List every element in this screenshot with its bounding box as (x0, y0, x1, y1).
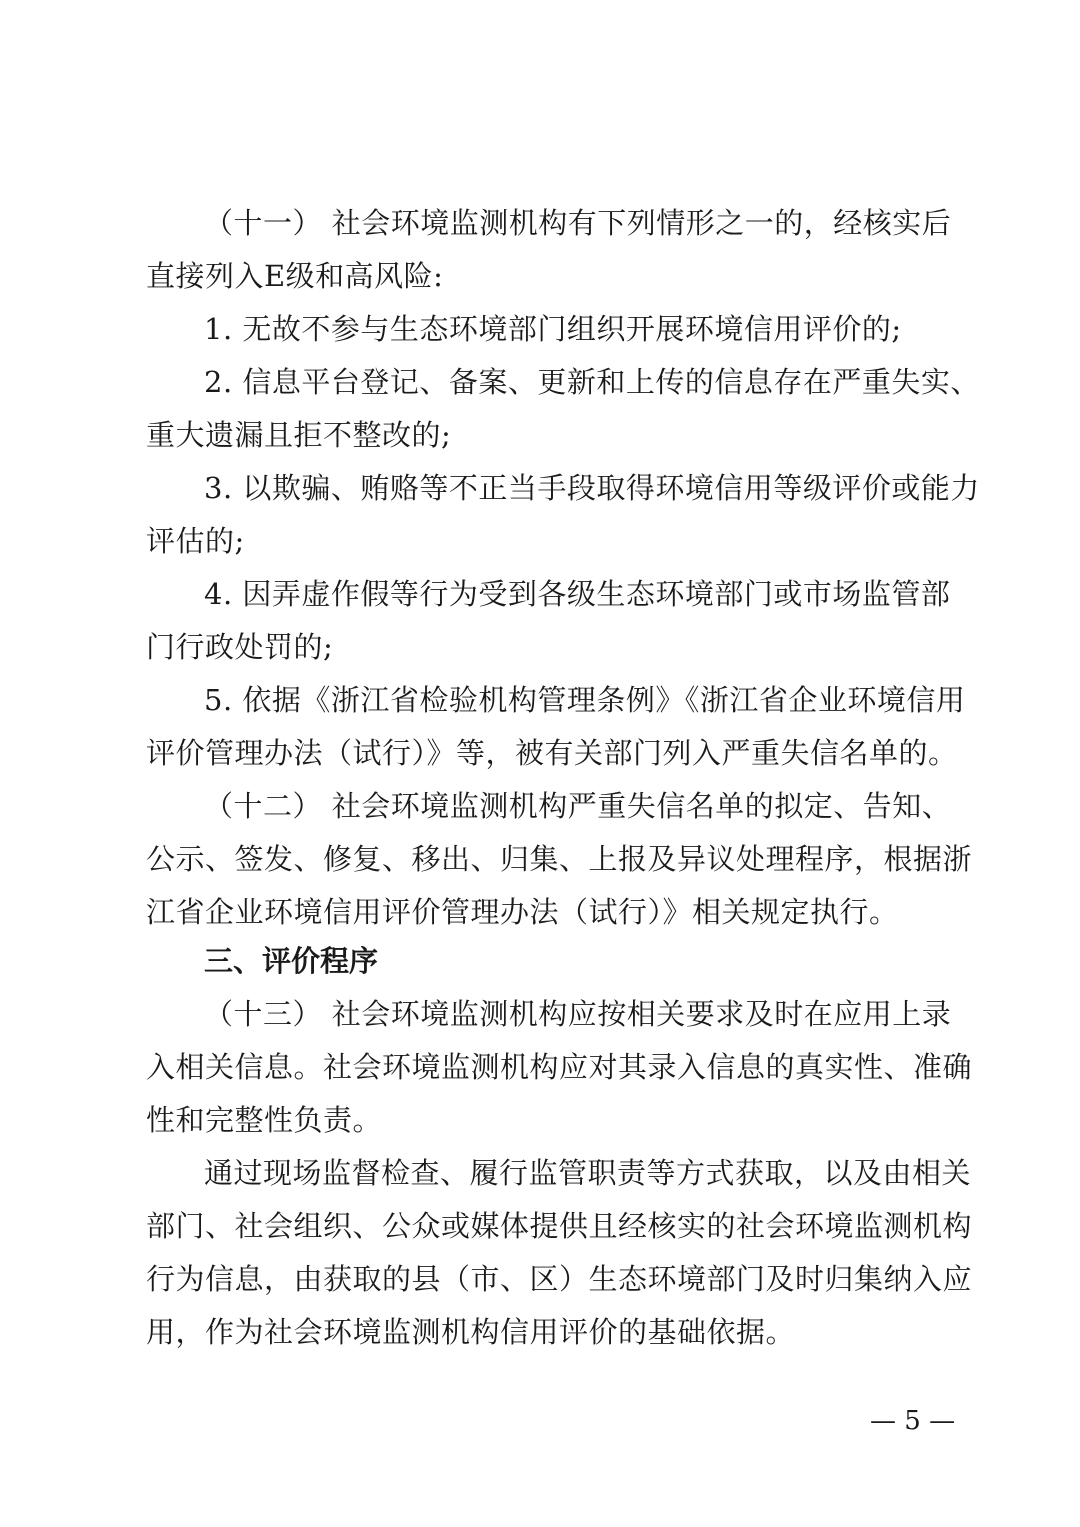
item-2-line-2: 重大遗漏且拒不整改的; (146, 418, 452, 452)
paragraph-13-line-1: （十三） 社会环境监测机构应按相关要求及时在应用上录 (204, 997, 952, 1031)
paragraph-14-line-1: 通过现场监督检查、履行监管职责等方式获取，以及由相关 (204, 1156, 972, 1190)
item-4-line-1: 4. 因弄虚作假等行为受到各级生态环境部门或市场监管部 (204, 577, 951, 611)
paragraph-14-line-3: 行为信息，由获取的县（市、区）生态环境部门及时归集纳入应 (146, 1262, 973, 1296)
item-4-line-2: 门行政处罚的; (146, 630, 334, 664)
item-3-line-1: 3. 以欺骗、贿赂等不正当手段取得环境信用等级评价或能力 (204, 471, 980, 505)
paragraph-12-line-3: 江省企业环境信用评价管理办法（试行）》相关规定执行。 (146, 895, 899, 929)
item-5-line-1: 5. 依据《浙江省检验机构管理条例》《浙江省企业环境信用 (204, 683, 966, 717)
paragraph-14-line-2: 部门、社会组织、公众或媒体提供且经核实的社会环境监测机构 (146, 1209, 973, 1243)
paragraph-12-line-2: 公示、签发、修复、移出、归集、上报及异议处理程序，根据浙 (146, 842, 973, 876)
section-3-heading: 三、评价程序 (204, 944, 379, 978)
paragraph-12-line-1: （十二） 社会环境监测机构严重失信名单的拟定、告知、 (204, 789, 952, 823)
paragraph-11-line-2: 直接列入E级和高风险: (146, 259, 444, 293)
page-number: — 5 — (870, 1406, 956, 1436)
paragraph-11-line-1: （十一） 社会环境监测机构有下列情形之一的，经核实后 (204, 206, 952, 240)
item-2-line-1: 2. 信息平台登记、备案、更新和上传的信息存在严重失实、 (204, 365, 980, 399)
item-1: 1. 无故不参与生态环境部门组织开展环境信用评价的; (204, 312, 902, 346)
paragraph-14-line-4: 用，作为社会环境监测机构信用评价的基础依据。 (146, 1315, 796, 1349)
item-3-line-2: 评估的; (146, 524, 245, 558)
paragraph-13-line-2: 入相关信息。社会环境监测机构应对其录入信息的真实性、准确 (146, 1050, 973, 1084)
paragraph-13-line-3: 性和完整性负责。 (146, 1103, 383, 1137)
item-5-line-2: 评价管理办法（试行）》等，被有关部门列入严重失信名单的。 (146, 736, 958, 770)
